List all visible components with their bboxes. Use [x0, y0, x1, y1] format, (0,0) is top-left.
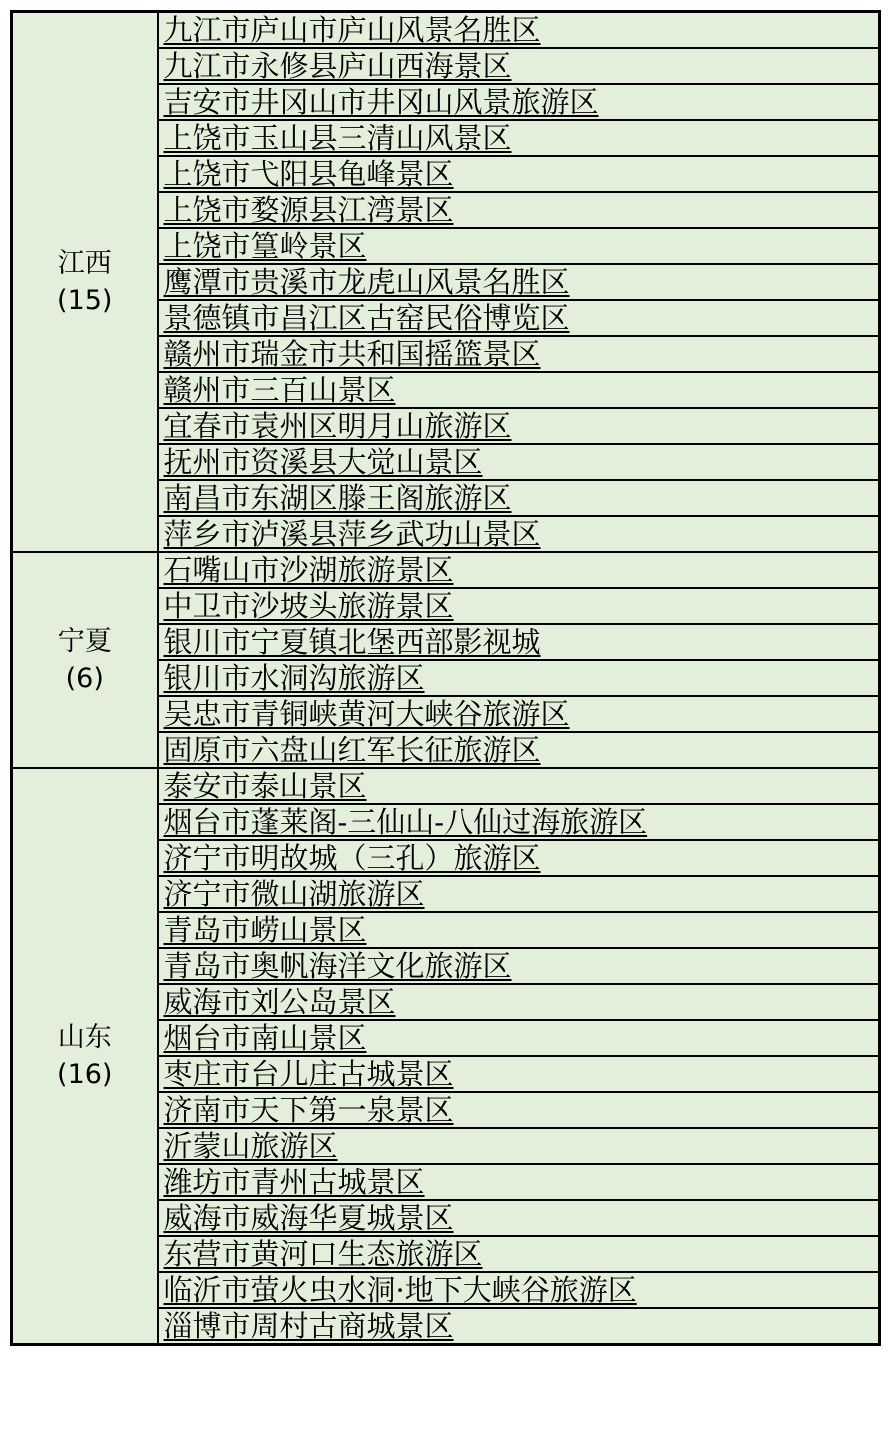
- scenic-area-name: 九江市永修县庐山西海景区: [158, 48, 880, 84]
- scenic-area-name: 烟台市南山景区: [158, 1020, 880, 1056]
- province-count: (16): [57, 1059, 113, 1090]
- table-body: [12, 12, 880, 1345]
- scenic-area-name: 青岛市奥帆海洋文化旅游区: [158, 948, 880, 984]
- scenic-area-name: 固原市六盘山红军长征旅游区: [158, 732, 880, 768]
- scenic-area-name: 银川市宁夏镇北堡西部影视城: [158, 624, 880, 660]
- scenic-area-name: 淄博市周村古商城景区: [158, 1308, 880, 1345]
- scenic-area-table: [10, 10, 881, 1346]
- province-name: 江西: [57, 248, 112, 279]
- province-cell: [12, 552, 158, 768]
- scenic-area-name: 济南市天下第一泉景区: [158, 1092, 880, 1128]
- table-row: [12, 768, 880, 804]
- scenic-area-name: 上饶市玉山县三清山风景区: [158, 120, 880, 156]
- province-name: 山东: [57, 1022, 112, 1053]
- scenic-area-name: 上饶市篁岭景区: [158, 228, 880, 264]
- scenic-area-name: 石嘴山市沙湖旅游景区: [158, 552, 880, 588]
- scenic-area-name: 东营市黄河口生态旅游区: [158, 1236, 880, 1272]
- scenic-area-name: 潍坊市青州古城景区: [158, 1164, 880, 1200]
- scenic-area-name: 赣州市三百山景区: [158, 372, 880, 408]
- scenic-area-name: 宜春市袁州区明月山旅游区: [158, 408, 880, 444]
- scenic-area-name: 上饶市弋阳县龟峰景区: [158, 156, 880, 192]
- province-cell: [12, 768, 158, 1345]
- scenic-area-name: 赣州市瑞金市共和国摇篮景区: [158, 336, 880, 372]
- scenic-area-name: 济宁市明故城（三孔）旅游区: [158, 840, 880, 876]
- scenic-area-name: 抚州市资溪县大觉山景区: [158, 444, 880, 480]
- scenic-area-name: 南昌市东湖区滕王阁旅游区: [158, 480, 880, 516]
- scenic-area-name: 上饶市婺源县江湾景区: [158, 192, 880, 228]
- table-row: [12, 552, 880, 588]
- scenic-area-name: 九江市庐山市庐山风景名胜区: [158, 12, 880, 49]
- scenic-area-name: 中卫市沙坡头旅游景区: [158, 588, 880, 624]
- scenic-area-name: 青岛市崂山景区: [158, 912, 880, 948]
- scenic-area-name: 临沂市萤火虫水洞·地下大峡谷旅游区: [158, 1272, 880, 1308]
- scenic-area-name: 吴忠市青铜峡黄河大峡谷旅游区: [158, 696, 880, 732]
- scenic-area-name: 济宁市微山湖旅游区: [158, 876, 880, 912]
- scenic-area-name: 银川市水洞沟旅游区: [158, 660, 880, 696]
- scenic-area-name: 鹰潭市贵溪市龙虎山风景名胜区: [158, 264, 880, 300]
- scenic-area-name: 萍乡市泸溪县萍乡武功山景区: [158, 516, 880, 552]
- scenic-area-name: 枣庄市台儿庄古城景区: [158, 1056, 880, 1092]
- scenic-area-name: 吉安市井冈山市井冈山风景旅游区: [158, 84, 880, 120]
- scenic-area-name: 泰安市泰山景区: [158, 768, 880, 804]
- scenic-area-name: 烟台市蓬莱阁-三仙山-八仙过海旅游区: [158, 804, 880, 840]
- province-name: 宁夏: [57, 626, 112, 657]
- province-count: (15): [57, 285, 113, 316]
- province-count: (6): [65, 663, 104, 694]
- table-row: [12, 12, 880, 49]
- scenic-area-name: 威海市威海华夏城景区: [158, 1200, 880, 1236]
- scenic-area-name: 沂蒙山旅游区: [158, 1128, 880, 1164]
- scenic-area-name: 景德镇市昌江区古窑民俗博览区: [158, 300, 880, 336]
- scenic-area-name: 威海市刘公岛景区: [158, 984, 880, 1020]
- province-cell: [12, 12, 158, 553]
